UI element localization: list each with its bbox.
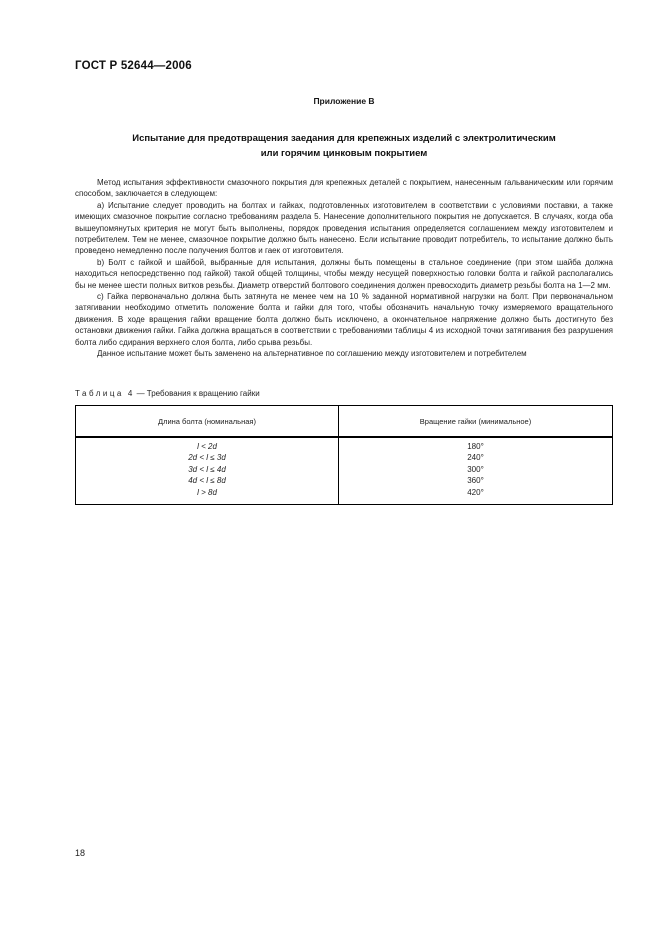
paragraph-item-c: c) Гайка первоначально должна быть затянута не менее чем на 10 % заданной нормативной нагрузки на болт. При первоначальном затягивании необходимо отметить положение болта и гайки для того, чтобы обозначить начальную точку измеряемого вращательного движения. В ходе вращения гайки вращение болта должно быть исключено, а окончательное напряжение должно быть достигнуто без остановки движения гайки. Гайка должна вращаться в соответствии с требованиями таблицы 4 из исходной точки затягивания без разрушения болта либо сдирания верхнего слоя болта, либо срыва резьбы. (75, 292, 613, 347)
document-title-line1: Испытание для предотвращения заедания для крепежных изделий с электролитическим (132, 133, 556, 144)
table-cell-rotation: 300° (467, 464, 484, 474)
table-header-nut-rotation: Вращение гайки (минимальное) (419, 416, 532, 426)
table-cell-rotation: 360° (467, 476, 484, 485)
body-text (75, 177, 613, 360)
table-column-bolt-length (76, 438, 339, 505)
table-caption-text: — Требования к вращению гайки (136, 388, 260, 398)
page-number: 18 (75, 848, 86, 858)
table-cell-length: 3d < l ≤ 4d (188, 464, 226, 474)
table-cell-rotation: 180° (467, 441, 484, 451)
table-cell-length: 2d < l ≤ 3d (188, 453, 226, 462)
table-caption (75, 389, 613, 398)
document-title-line2: или горячим цинковым покрытием (260, 148, 428, 159)
appendix-label: Приложение В (313, 96, 375, 106)
table-cell-rotation: 420° (467, 487, 484, 497)
paragraph-intro: Метод испытания эффективности смазочного покрытия для крепежных деталей с покрытием, нанесенным гальваническим или горячим способом, заключается в следующем: (75, 178, 613, 199)
table-caption-number: 4 (127, 388, 133, 398)
table-body (76, 438, 612, 505)
paragraph-item-b: b) Болт с гайкой и шайбой, выбранные для испытания, должны быть помещены в стальное соединение (при этом шайба должна находиться непосредственно под гайкой) такой общей толщины, чтобы между несущей поверхностью головки болта и гайкой располагались бы не менее шести полных витков резьбы. Диаметр отверстий болтового соединения должен превосходить диаметр резьбы болта на 1—2 мм. (75, 257, 613, 290)
table-header-bolt-length: Длина болта (номинальная) (76, 406, 339, 436)
table-cell-rotation: 240° (467, 453, 484, 462)
table-cell-length: l < 2d (197, 441, 217, 451)
requirements-table (75, 405, 613, 506)
document-title (75, 131, 613, 161)
table-column-nut-rotation (339, 438, 612, 505)
page-content (75, 60, 613, 505)
table-caption-label: Таблица (75, 388, 124, 398)
paragraph-item-a: a) Испытание следует проводить на болтах и гайках, подготовленных изготовителем в соответствии с условиями поставки, а также имеющих смазочное покрытие согласно требованиям раздела 5. Нанесение дополнительного покрытия не допускается. В случаях, когда оба вышеупомянутых критерия не могут быть выполнены, порядок проведения испытания определяется соглашением между изготовителем и потребителем. Тем не менее, смазочное покрытие должно быть нанесено. Если испытание проводит потребитель, то испытание должно быть проведено немедленно после получения болтов и гаек от изготовителя. (75, 200, 613, 256)
table-cell-length: l > 8d (197, 487, 217, 497)
table-header-row (76, 406, 612, 438)
paragraph-closing: Данное испытание может быть заменено на альтернативное по соглашению между изготовителем и потребителем (97, 349, 527, 359)
table-cell-length: 4d < l ≤ 8d (188, 476, 226, 485)
doc-number: ГОСТ Р 52644—2006 (75, 60, 192, 72)
